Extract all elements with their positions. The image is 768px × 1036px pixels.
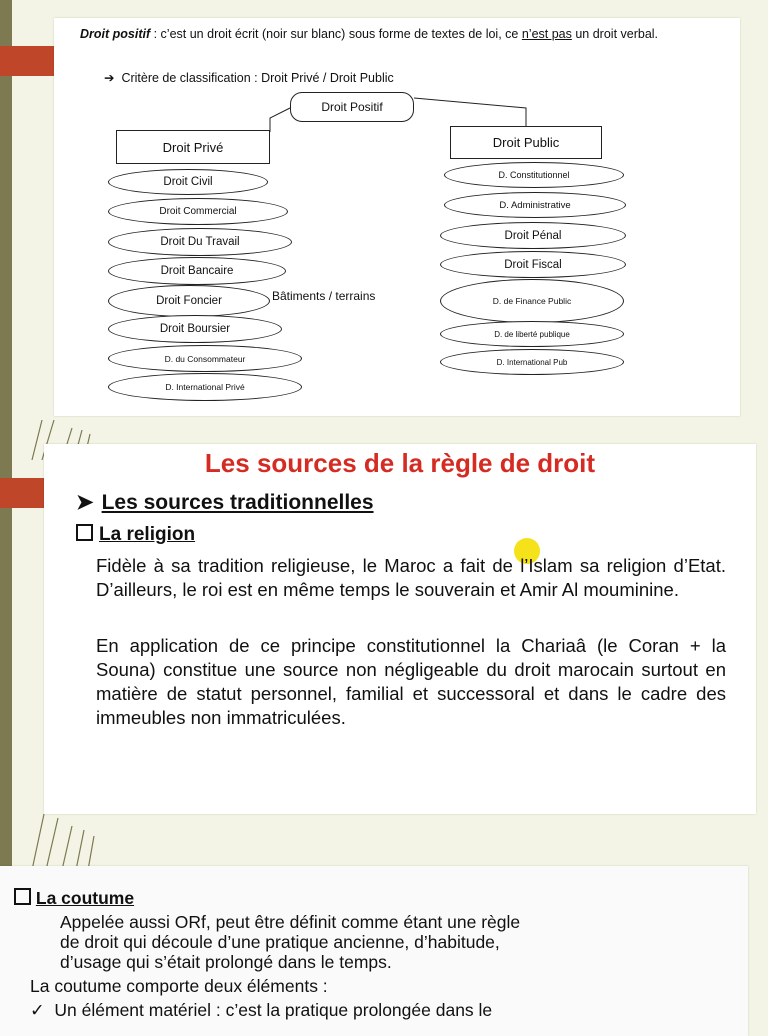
arrowhead-bullet-icon: ➤ bbox=[76, 491, 94, 514]
slide-droit-positif bbox=[54, 18, 740, 416]
private-branch-0: Droit Civil bbox=[108, 169, 268, 195]
intro-end: un droit verbal. bbox=[571, 27, 659, 41]
paragraph-religion-2: En application de ce principe constitutionnel la Chariaâ (le Coran + la Souna) constitue une source non négligeable du droit marocain surtout en matière de statut personnel, familial et successoral et dans le cadre des immeubles non immatriculées. bbox=[96, 635, 726, 728]
slide-accent-1 bbox=[0, 46, 54, 76]
intro-underlined: n’est pas bbox=[521, 27, 572, 41]
public-branch-1: D. Administrative bbox=[444, 192, 626, 218]
slide-coutume bbox=[0, 866, 748, 1036]
public-branch-2: Droit Pénal bbox=[440, 222, 626, 249]
public-branch-6: D. International Pub bbox=[440, 349, 624, 375]
intro-mid: , ce bbox=[498, 27, 522, 41]
coutume-line-4: La coutume comporte deux éléments : bbox=[30, 976, 328, 996]
root-node-droit-positif: Droit Positif bbox=[290, 92, 414, 122]
checkbox-square-icon bbox=[76, 524, 93, 541]
paragraph-religion-1: Fidèle à sa tradition religieuse, le Maroc a fait de l’Islam sa religion d’Etat. D’ailleurs, le roi est en même temps le souverain et Amir Al mouminine. bbox=[96, 555, 726, 600]
private-branch-6: D. du Consommateur bbox=[108, 345, 302, 372]
criterion-text: Critère de classification : Droit Privé / Droit Public bbox=[121, 71, 394, 85]
subheading-religion bbox=[76, 524, 195, 546]
node-droit-public: Droit Public bbox=[450, 126, 602, 159]
private-branch-3: Droit Bancaire bbox=[108, 257, 286, 285]
heading-traditional-text: Les sources traditionnelles bbox=[101, 491, 374, 514]
annotation-batiments: Bâtiments / terrains bbox=[272, 289, 376, 303]
coutume-line-2: de droit qui découle d’une pratique ancienne, d’habitude, bbox=[60, 932, 500, 952]
subheading-coutume-text: La coutume bbox=[35, 888, 135, 908]
subheading-religion-text: La religion bbox=[99, 524, 196, 545]
decorative-lines-2 bbox=[12, 814, 112, 870]
public-branch-5: D. de liberté publique bbox=[440, 321, 624, 347]
arrow-right-icon: ➔ bbox=[104, 71, 115, 85]
coutume-line-3: d’usage qui s’était prolongé dans le temps. bbox=[60, 952, 392, 972]
node-droit-prive: Droit Privé bbox=[116, 130, 270, 164]
public-branch-4: D. de Finance Public bbox=[440, 279, 624, 323]
public-branch-3: Droit Fiscal bbox=[440, 251, 626, 278]
intro-rest: : c’est un droit écrit (noir sur blanc) sous forme de textes de loi bbox=[150, 27, 499, 41]
private-branch-2: Droit Du Travail bbox=[108, 228, 292, 256]
coutume-line-5 bbox=[30, 1000, 492, 1020]
private-branch-5: Droit Boursier bbox=[108, 315, 282, 343]
checkbox-square-icon bbox=[14, 888, 31, 905]
private-branch-1: Droit Commercial bbox=[108, 198, 288, 225]
subheading-coutume bbox=[14, 888, 134, 908]
term-droit-positif: Droit positif bbox=[80, 27, 151, 41]
private-branch-4: Droit Foncier bbox=[108, 285, 270, 317]
slide-sources bbox=[44, 444, 756, 814]
heading-traditional bbox=[76, 490, 374, 515]
public-branch-0: D. Constitutionnel bbox=[444, 162, 624, 188]
slide-title: Les sources de la règle de droit bbox=[204, 448, 596, 478]
private-branch-7: D. International Privé bbox=[108, 373, 302, 401]
checkmark-icon: ✓ bbox=[30, 1000, 45, 1020]
coutume-line-5-text: Un élément matériel : c’est la pratique prolongée dans le bbox=[54, 1000, 493, 1020]
coutume-line-1: Appelée aussi ORf, peut être définit comme étant une règle bbox=[60, 912, 521, 932]
